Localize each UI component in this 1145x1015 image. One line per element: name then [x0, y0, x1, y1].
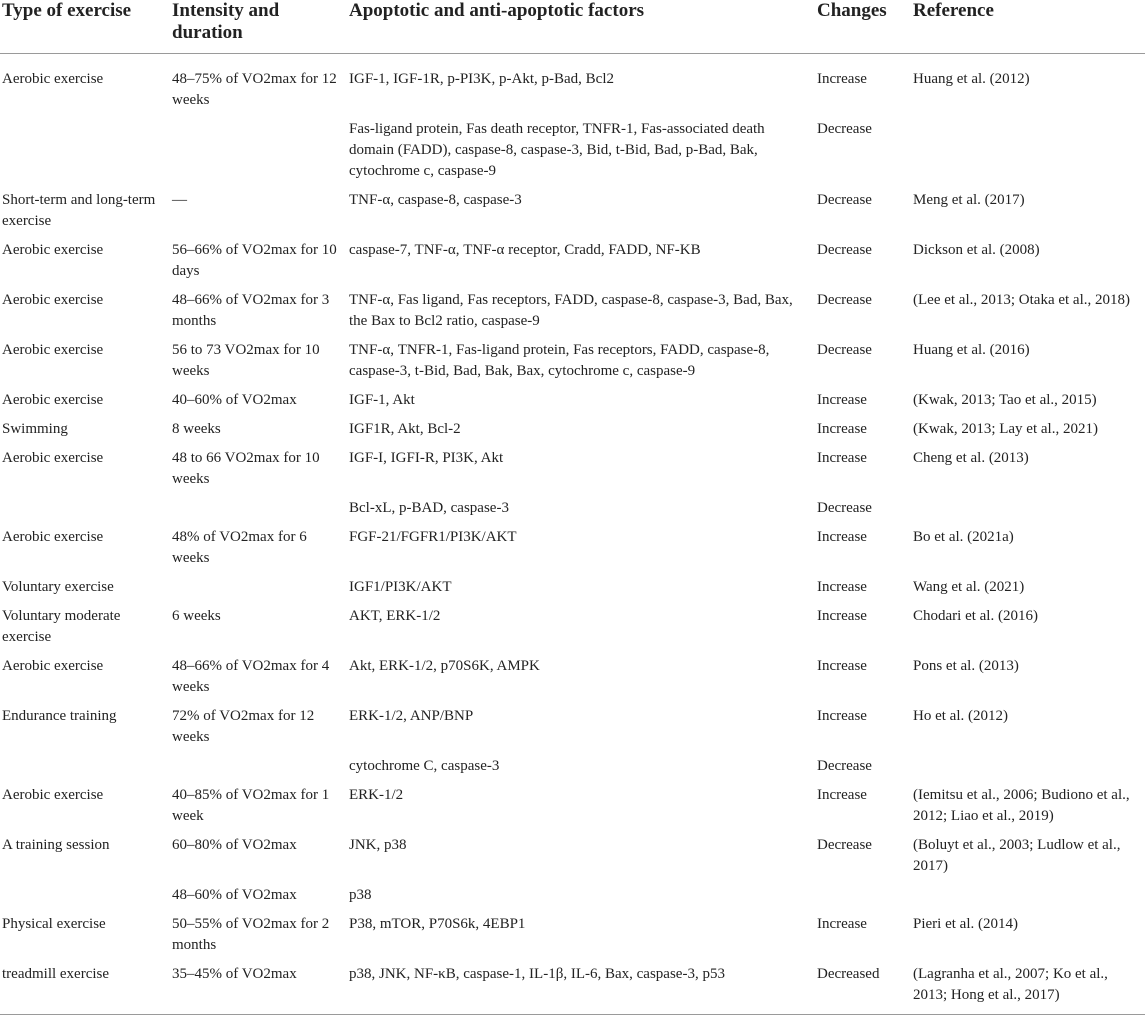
cell-intensity: 48% of VO2max for 6 weeks [172, 529, 307, 566]
header-row [0, 0, 1145, 54]
table-row [0, 749, 1145, 778]
cell-type: treadmill exercise [0, 957, 170, 1015]
cell-factors: JNK, p38 [349, 837, 407, 853]
cell-factors: Akt, ERK-1/2, p70S6K, AMPK [349, 658, 540, 674]
cell-reference: (Kwak, 2013; Tao et al., 2015) [913, 392, 1097, 408]
table-row [0, 520, 1145, 570]
cell-changes: Decreased [815, 957, 911, 1015]
cell-factors: Fas-ligand protein, Fas death receptor, TNFR-1, Fas-associated death domain (FADD), caspase-8, caspase-3, Bid, t-Bid, Bad, p-Bad, Bak, cytochrome c, caspase-9 [349, 121, 765, 179]
table-row [0, 54, 1145, 113]
cell-type: Aerobic exercise [2, 450, 104, 466]
cell-intensity: 40–60% of VO2max [172, 392, 297, 408]
header-intensity: Intensity and duration [170, 0, 347, 54]
cell-intensity: 35–45% of VO2max [170, 957, 347, 1015]
header-type: Type of exercise [0, 0, 170, 54]
cell-changes: Decrease [817, 192, 872, 208]
cell-factors: IGF-1, IGF-1R, p-PI3K, p-Akt, p-Bad, Bcl2 [349, 71, 614, 87]
table-row [0, 599, 1145, 649]
cell-reference [911, 749, 1145, 778]
cell-factors: AKT, ERK-1/2 [349, 608, 441, 624]
cell-reference: (Iemitsu et al., 2006; Budiono et al., 2012; Liao et al., 2019) [913, 787, 1130, 824]
cell-factors: p38, JNK, NF-κB, caspase-1, IL-1β, IL-6, Bax, caspase-3, p53 [347, 957, 815, 1015]
table-row [0, 233, 1145, 283]
cell-factors: P38, mTOR, P70S6k, 4EBP1 [349, 916, 526, 932]
cell-type: Aerobic exercise [2, 71, 104, 87]
header-factors: Apoptotic and anti-apoptotic factors [347, 0, 815, 54]
cell-changes: Increase [817, 71, 867, 87]
cell-changes: Decrease [817, 121, 872, 137]
cell-intensity: 48–60% of VO2max [172, 887, 297, 903]
cell-reference: Dickson et al. (2008) [913, 242, 1040, 258]
cell-intensity: — [172, 192, 187, 208]
cell-intensity: 48–66% of VO2max for 3 months [172, 292, 330, 329]
cell-reference: Pieri et al. (2014) [913, 916, 1018, 932]
cell-changes: Decrease [817, 500, 872, 516]
table-row [0, 283, 1145, 333]
cell-changes: Decrease [817, 242, 872, 258]
cell-type: A training session [2, 837, 110, 853]
cell-reference: Wang et al. (2021) [913, 579, 1025, 595]
cell-type: Aerobic exercise [2, 392, 104, 408]
table-row [0, 491, 1145, 520]
cell-type: Aerobic exercise [2, 292, 104, 308]
cell-type: Voluntary exercise [2, 579, 114, 595]
cell-reference [911, 491, 1145, 520]
cell-factors: IGF1/PI3K/AKT [349, 579, 452, 595]
cell-changes: Decrease [817, 837, 872, 853]
cell-intensity: 60–80% of VO2max [172, 837, 297, 853]
cell-reference: (Kwak, 2013; Lay et al., 2021) [913, 421, 1098, 437]
cell-type: Aerobic exercise [2, 342, 104, 358]
table-header [0, 0, 1145, 54]
table-row [0, 112, 1145, 183]
header-reference: Reference [911, 0, 1145, 54]
cell-factors: TNF-α, TNFR-1, Fas-ligand protein, Fas receptors, FADD, caspase-8, caspase-3, t-Bid, Bad, Bak, Bax, cytochrome c, caspase-9 [349, 342, 770, 379]
cell-reference: Cheng et al. (2013) [913, 450, 1029, 466]
table-row [0, 333, 1145, 383]
cell-factors: caspase-7, TNF-α, TNF-α receptor, Cradd, FADD, NF-KB [349, 242, 701, 258]
cell-reference: Ho et al. (2012) [913, 708, 1008, 724]
cell-reference: Huang et al. (2016) [913, 342, 1030, 358]
cell-type [0, 749, 170, 778]
cell-factors: cytochrome C, caspase-3 [349, 758, 500, 774]
cell-factors: Bcl-xL, p-BAD, caspase-3 [349, 500, 509, 516]
cell-type: Aerobic exercise [2, 529, 104, 545]
table-row [0, 907, 1145, 957]
table-row [0, 412, 1145, 441]
cell-intensity: 56–66% of VO2max for 10 days [172, 242, 337, 279]
cell-intensity: 56 to 73 VO2max for 10 weeks [172, 342, 320, 379]
cell-intensity [170, 491, 347, 520]
table-row [0, 828, 1145, 878]
cell-factors: IGF-I, IGFI-R, PI3K, Akt [349, 450, 504, 466]
cell-reference [911, 878, 1145, 907]
cell-changes: Increase [817, 658, 867, 674]
cell-reference: Huang et al. (2012) [913, 71, 1030, 87]
cell-reference: (Lagranha et al., 2007; Ko et al., 2013; Hong et al., 2017) [911, 957, 1145, 1015]
cell-changes: Increase [817, 579, 867, 595]
cell-reference: (Boluyt et al., 2003; Ludlow et al., 2017) [913, 837, 1121, 874]
cell-intensity: 40–85% of VO2max for 1 week [172, 787, 330, 824]
cell-changes: Increase [817, 916, 867, 932]
cell-reference: Pons et al. (2013) [913, 658, 1019, 674]
cell-factors: IGF1R, Akt, Bcl-2 [349, 421, 461, 437]
table-row [0, 649, 1145, 699]
cell-reference: Chodari et al. (2016) [913, 608, 1038, 624]
cell-reference: Meng et al. (2017) [913, 192, 1025, 208]
cell-type: Endurance training [2, 708, 117, 724]
cell-intensity: 8 weeks [172, 421, 221, 437]
table-row [0, 383, 1145, 412]
cell-intensity: 72% of VO2max for 12 weeks [172, 708, 315, 745]
cell-intensity [170, 570, 347, 599]
cell-intensity: 48 to 66 VO2max for 10 weeks [172, 450, 320, 487]
cell-changes: Increase [817, 421, 867, 437]
cell-changes: Decrease [817, 342, 872, 358]
cell-reference [911, 112, 1145, 183]
table-row [0, 957, 1145, 1015]
cell-intensity [170, 112, 347, 183]
cell-type [0, 878, 170, 907]
cell-type: Short-term and long-term exercise [2, 192, 156, 229]
cell-type [0, 491, 170, 520]
cell-factors: ERK-1/2, ANP/BNP [349, 708, 474, 724]
table-row [0, 699, 1145, 749]
cell-factors: p38 [349, 887, 372, 903]
cell-reference: Bo et al. (2021a) [913, 529, 1014, 545]
cell-changes: Increase [817, 392, 867, 408]
cell-type [0, 112, 170, 183]
cell-type: Aerobic exercise [2, 787, 104, 803]
header-changes: Changes [815, 0, 911, 54]
cell-changes: Increase [817, 608, 867, 624]
cell-type: Voluntary moderate exercise [2, 608, 121, 645]
table-row [0, 183, 1145, 233]
table-row [0, 878, 1145, 907]
table-row [0, 570, 1145, 599]
cell-intensity: 48–66% of VO2max for 4 weeks [172, 658, 330, 695]
cell-factors: TNF-α, Fas ligand, Fas receptors, FADD, caspase-8, caspase-3, Bad, Bax, the Bax to Bcl2 ratio, caspase-9 [349, 292, 793, 329]
table-row [0, 441, 1145, 491]
cell-changes: Increase [817, 787, 867, 803]
cell-factors: FGF-21/FGFR1/PI3K/AKT [349, 529, 517, 545]
table-row [0, 778, 1145, 828]
cell-intensity: 48–75% of VO2max for 12 weeks [172, 71, 337, 108]
cell-factors: ERK-1/2 [349, 787, 404, 803]
cell-intensity [170, 749, 347, 778]
table-body [0, 54, 1145, 1015]
cell-type: Aerobic exercise [2, 242, 104, 258]
cell-reference: (Lee et al., 2013; Otaka et al., 2018) [913, 292, 1131, 308]
cell-changes: Decrease [817, 758, 872, 774]
cell-type: Swimming [2, 421, 68, 437]
cell-changes: Increase [817, 450, 867, 466]
cell-intensity: 6 weeks [172, 608, 221, 624]
cell-changes: Decrease [817, 292, 872, 308]
cell-factors: TNF-α, caspase-8, caspase-3 [349, 192, 522, 208]
cell-changes: Increase [817, 708, 867, 724]
cell-type: Physical exercise [2, 916, 106, 932]
cell-changes [815, 878, 911, 907]
cell-type: Aerobic exercise [2, 658, 104, 674]
cell-factors: IGF-1, Akt [349, 392, 415, 408]
cell-intensity: 50–55% of VO2max for 2 months [172, 916, 330, 953]
cell-changes: Increase [817, 529, 867, 545]
